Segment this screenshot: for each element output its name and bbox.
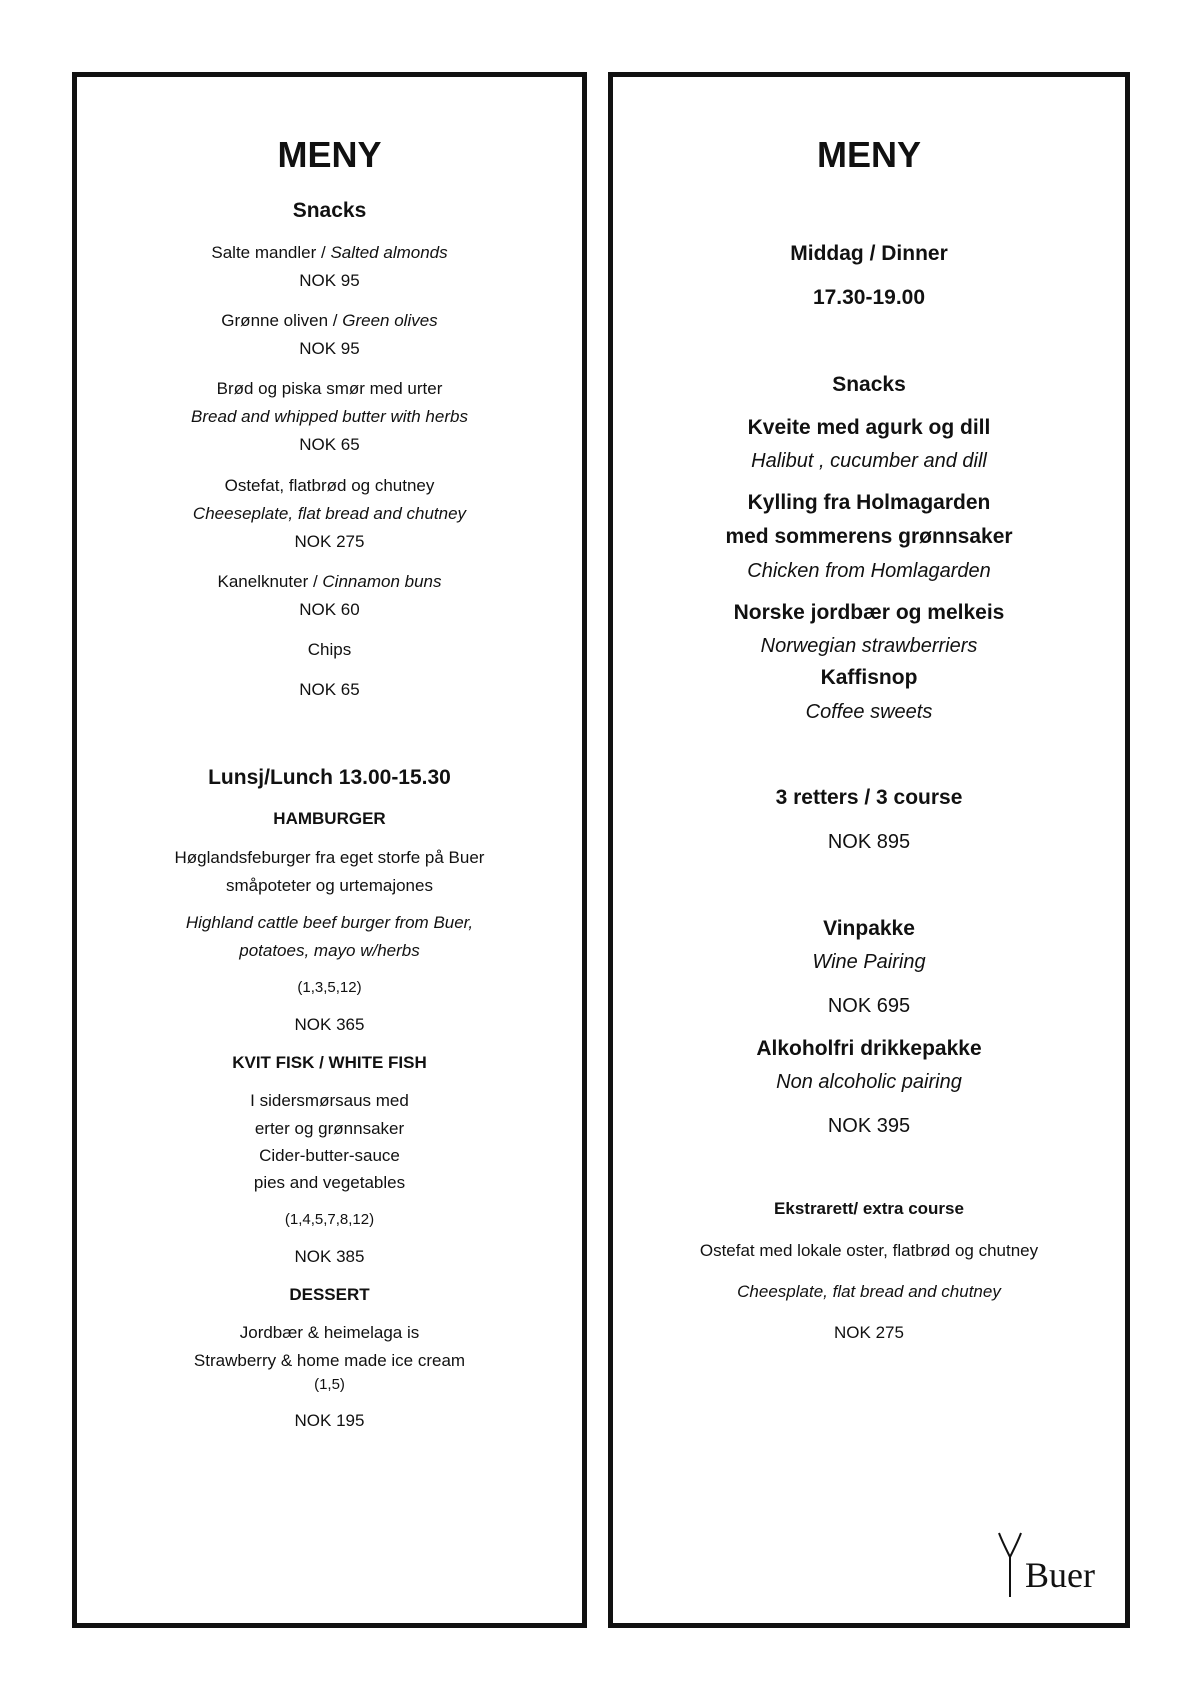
wheat-stalk-icon [997, 1531, 1023, 1597]
course-name-no: Kylling fra Holmagarden [747, 491, 991, 514]
course-name-no: Kaffisnop [820, 666, 918, 689]
fish-desc: I sidersmørsaus med [250, 1091, 409, 1110]
buer-logo [997, 1531, 1095, 1597]
dessert-allergens: (1,5) [314, 1376, 345, 1393]
hamburger-heading: HAMBURGER [273, 809, 386, 828]
snack-price: NOK 95 [299, 271, 360, 290]
three-course-price: NOK 895 [827, 831, 911, 853]
course-name-en: Halibut , cucumber and dill [751, 450, 987, 472]
snack-name-en: Cinnamon buns [322, 572, 442, 591]
fish-heading: KVIT FISK / WHITE FISH [232, 1053, 427, 1072]
snack-name-no: Salte mandler / [211, 243, 331, 262]
course-name-no: Norske jordbær og melkeis [733, 601, 1005, 624]
fish-desc: erter og grønnsaker [254, 1119, 405, 1138]
dessert-heading: DESSERT [289, 1285, 370, 1304]
fish-price: NOK 385 [294, 1247, 365, 1266]
hamburger-desc-no: småpoteter og urtemajones [226, 876, 433, 895]
nonalc-pairing-en: Non alcoholic pairing [776, 1071, 962, 1093]
snack-item-almonds [77, 242, 582, 264]
snack-name-no: Kanelknuter / [217, 572, 323, 591]
snack-price: NOK 60 [299, 600, 360, 619]
dessert-desc-no: Jordbær & heimelaga is [239, 1323, 420, 1342]
extra-course-heading: Ekstrarett/ extra course [774, 1199, 964, 1218]
wine-pairing-price: NOK 695 [827, 995, 911, 1017]
fish-desc: pies and vegetables [253, 1173, 406, 1192]
snack-name-no: Grønne oliven / [221, 311, 343, 330]
fish-allergens: (1,4,5,7,8,12) [284, 1211, 375, 1228]
snack-name-en: Salted almonds [330, 243, 448, 262]
snacks-heading: Snacks [832, 373, 906, 396]
three-course-label: 3 retters / 3 course [775, 786, 963, 809]
menu-title: MENY [277, 134, 382, 175]
hamburger-price: NOK 365 [294, 1015, 365, 1034]
dinner-time: 17.30-19.00 [812, 286, 926, 309]
snack-price: NOK 65 [299, 680, 360, 699]
dessert-desc-en: Strawberry & home made ice cream [193, 1351, 466, 1370]
nonalc-pairing-price: NOK 395 [827, 1115, 911, 1137]
snack-price: NOK 65 [299, 435, 360, 454]
lunch-heading: Lunsj/Lunch 13.00-15.30 [208, 766, 451, 789]
hamburger-desc-en: Highland cattle beef burger from Buer, [185, 913, 474, 932]
extra-course-en: Cheesplate, flat bread and chutney [737, 1282, 1001, 1301]
snack-name-no: Chips [307, 640, 352, 659]
extra-course-price: NOK 275 [834, 1323, 904, 1342]
snack-name-en: Cheeseplate, flat bread and chutney [192, 504, 467, 523]
snack-name-en: Green olives [342, 311, 438, 330]
snack-item-cinnamon [77, 571, 582, 593]
nonalc-pairing-no: Alkoholfri drikkepakke [756, 1037, 982, 1060]
snack-name-no: Brød og piska smør med urter [216, 379, 443, 398]
lunch-menu-panel [72, 72, 587, 1628]
hamburger-allergens: (1,3,5,12) [297, 979, 362, 996]
snack-price: NOK 275 [294, 532, 365, 551]
course-name-en: Norwegian strawberriers [760, 635, 978, 657]
course-name-en: Coffee sweets [805, 701, 933, 723]
hamburger-desc-no: Høglandsfeburger fra eget storfe på Buer [174, 848, 485, 867]
dessert-price: NOK 195 [294, 1411, 365, 1430]
dinner-menu-panel [608, 72, 1130, 1628]
course-name-en: Chicken from Homlagarden [747, 560, 991, 582]
snack-price: NOK 95 [299, 339, 360, 358]
brand-name: Buer [1025, 1555, 1095, 1595]
dinner-heading: Middag / Dinner [790, 242, 948, 265]
wine-pairing-no: Vinpakke [823, 917, 915, 940]
course-name-no: Kveite med agurk og dill [747, 416, 991, 439]
hamburger-desc-en: potatoes, mayo w/herbs [239, 941, 420, 960]
menu-title: MENY [816, 134, 921, 175]
snacks-heading: Snacks [292, 199, 367, 222]
fish-desc: Cider-butter-sauce [259, 1146, 400, 1165]
extra-course-no: Ostefat med lokale oster, flatbrød og chutney [699, 1241, 1039, 1260]
snack-name-no: Ostefat, flatbrød og chutney [224, 476, 435, 495]
snack-name-en: Bread and whipped butter with herbs [191, 407, 468, 426]
wine-pairing-en: Wine Pairing [812, 951, 926, 973]
course-name-no: med sommerens grønnsaker [725, 525, 1013, 548]
snack-item-olives [77, 310, 582, 332]
